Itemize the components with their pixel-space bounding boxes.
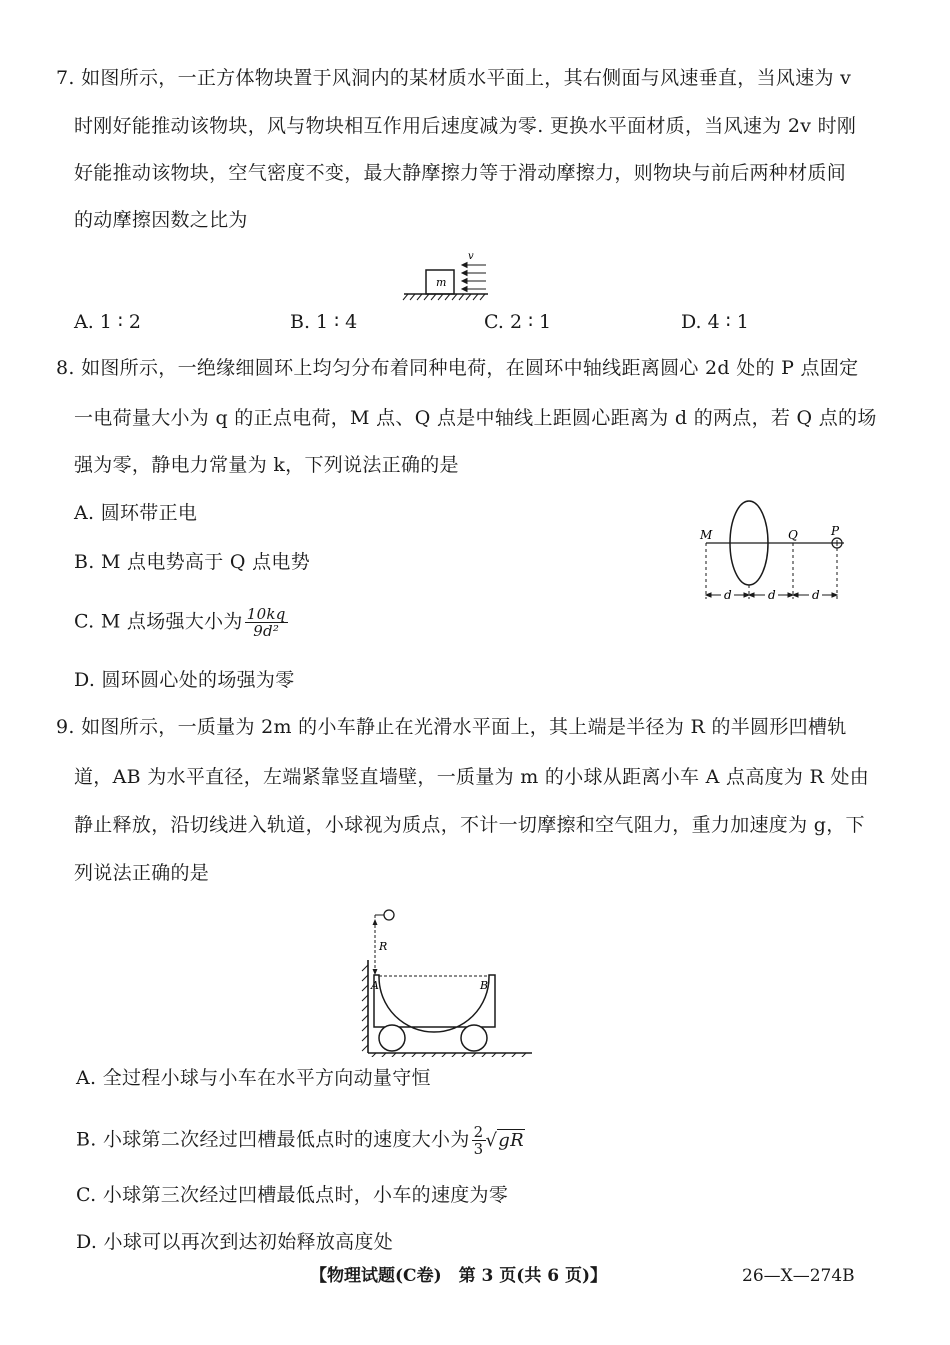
q9-option-b-sqrt: √gR xyxy=(485,1129,524,1151)
height-r-label: R xyxy=(379,940,388,953)
q9-option-b-fraction: $\frac{2}{3}$ xyxy=(473,1123,484,1158)
q9-option-b-text: B. 小球第二次经过凹槽最低点时的速度大小为 xyxy=(76,1128,470,1151)
q7-line-4: 的动摩擦因数之比为 xyxy=(74,209,248,231)
q9-line-2: 道，AB 为水平直径，左端紧靠竖直墙壁，一质量为 m 的小球从距离小车 A 点高度为 R 处由 xyxy=(74,766,870,788)
q8-option-c-fraction: $\frac{10kq}{\text{9d²}}$ xyxy=(246,605,286,640)
block-m-label: m xyxy=(436,276,447,289)
q7-line-1: 7. 如图所示，一正方体物块置于风洞内的某材质水平面上，其右侧面与风速垂直，当风速为 v xyxy=(56,67,852,89)
q8-line-3: 强为零，静电力常量为 k，下列说法正确的是 xyxy=(74,454,459,476)
distance-d-label-2: d xyxy=(768,588,776,602)
point-q-label: Q xyxy=(788,528,798,542)
point-m-label: M xyxy=(700,528,713,542)
q7-option-a: A. 1 ∶ 2 xyxy=(74,311,142,333)
q9-option-b xyxy=(76,1124,525,1157)
q9-line-1: 9. 如图所示，一质量为 2m 的小车静止在光滑水平面上，其上端是半径为 R 的半圆形凹槽轨 xyxy=(56,716,847,738)
page-footer-code: 26—X—274B xyxy=(742,1266,855,1286)
q8-option-c xyxy=(74,606,288,639)
q9-option-c: C. 小球第三次经过凹槽最低点时，小车的速度为零 xyxy=(76,1184,509,1206)
q8-line-1: 8. 如图所示，一绝缘细圆环上均匀分布着同种电荷，在圆环中轴线距离圆心 2d 处的 P 点固定 xyxy=(56,357,859,379)
point-b-label: B xyxy=(480,979,489,992)
q9-line-3: 静止释放，沿切线进入轨道，小球视为质点，不计一切摩擦和空气阻力，重力加速度为 g，下 xyxy=(74,814,865,836)
q7-option-c: C. 2 ∶ 1 xyxy=(484,311,552,333)
q8-option-a: A. 圆环带正电 xyxy=(74,502,198,524)
q8-line-2: 一电荷量大小为 q 的正点电荷，M 点、Q 点是中轴线上距圆心距离为 d 的两点，若 Q 点的场 xyxy=(74,407,877,429)
q8-ring-figure xyxy=(694,495,854,610)
distance-d-label-3: d xyxy=(812,588,820,602)
q7-line-2: 时刚好能推动该物块，风与物块相互作用后速度减为零. 更换水平面材质，当风速为 2v 时刚 xyxy=(74,115,857,137)
q7-option-d: D. 4 ∶ 1 xyxy=(681,311,749,333)
point-a-label: A xyxy=(371,979,379,992)
q9-option-a: A. 全过程小球与小车在水平方向动量守恒 xyxy=(76,1067,431,1089)
wind-v-label: v xyxy=(468,251,474,262)
q9-line-4: 列说法正确的是 xyxy=(74,862,210,884)
q8-option-b: B. M 点电势高于 Q 点电势 xyxy=(74,551,310,573)
q7-wind-block-figure xyxy=(400,250,492,302)
q8-option-d: D. 圆环圆心处的场强为零 xyxy=(74,669,295,691)
q8-option-c-text: C. M 点场强大小为 xyxy=(74,610,243,633)
q9-option-d: D. 小球可以再次到达初始释放高度处 xyxy=(76,1231,394,1253)
page-footer-center: 【物理试题(C卷) 第 3 页(共 6 页)】 xyxy=(310,1266,608,1286)
q7-option-b: B. 1 ∶ 4 xyxy=(290,311,358,333)
distance-d-label-1: d xyxy=(724,588,732,602)
q7-line-3: 好能推动该物块，空气密度不变，最大静摩擦力等于滑动摩擦力，则物块与前后两种材质间 xyxy=(74,162,847,184)
point-p-label: P xyxy=(831,524,840,538)
q9-cart-figure xyxy=(352,905,537,1057)
